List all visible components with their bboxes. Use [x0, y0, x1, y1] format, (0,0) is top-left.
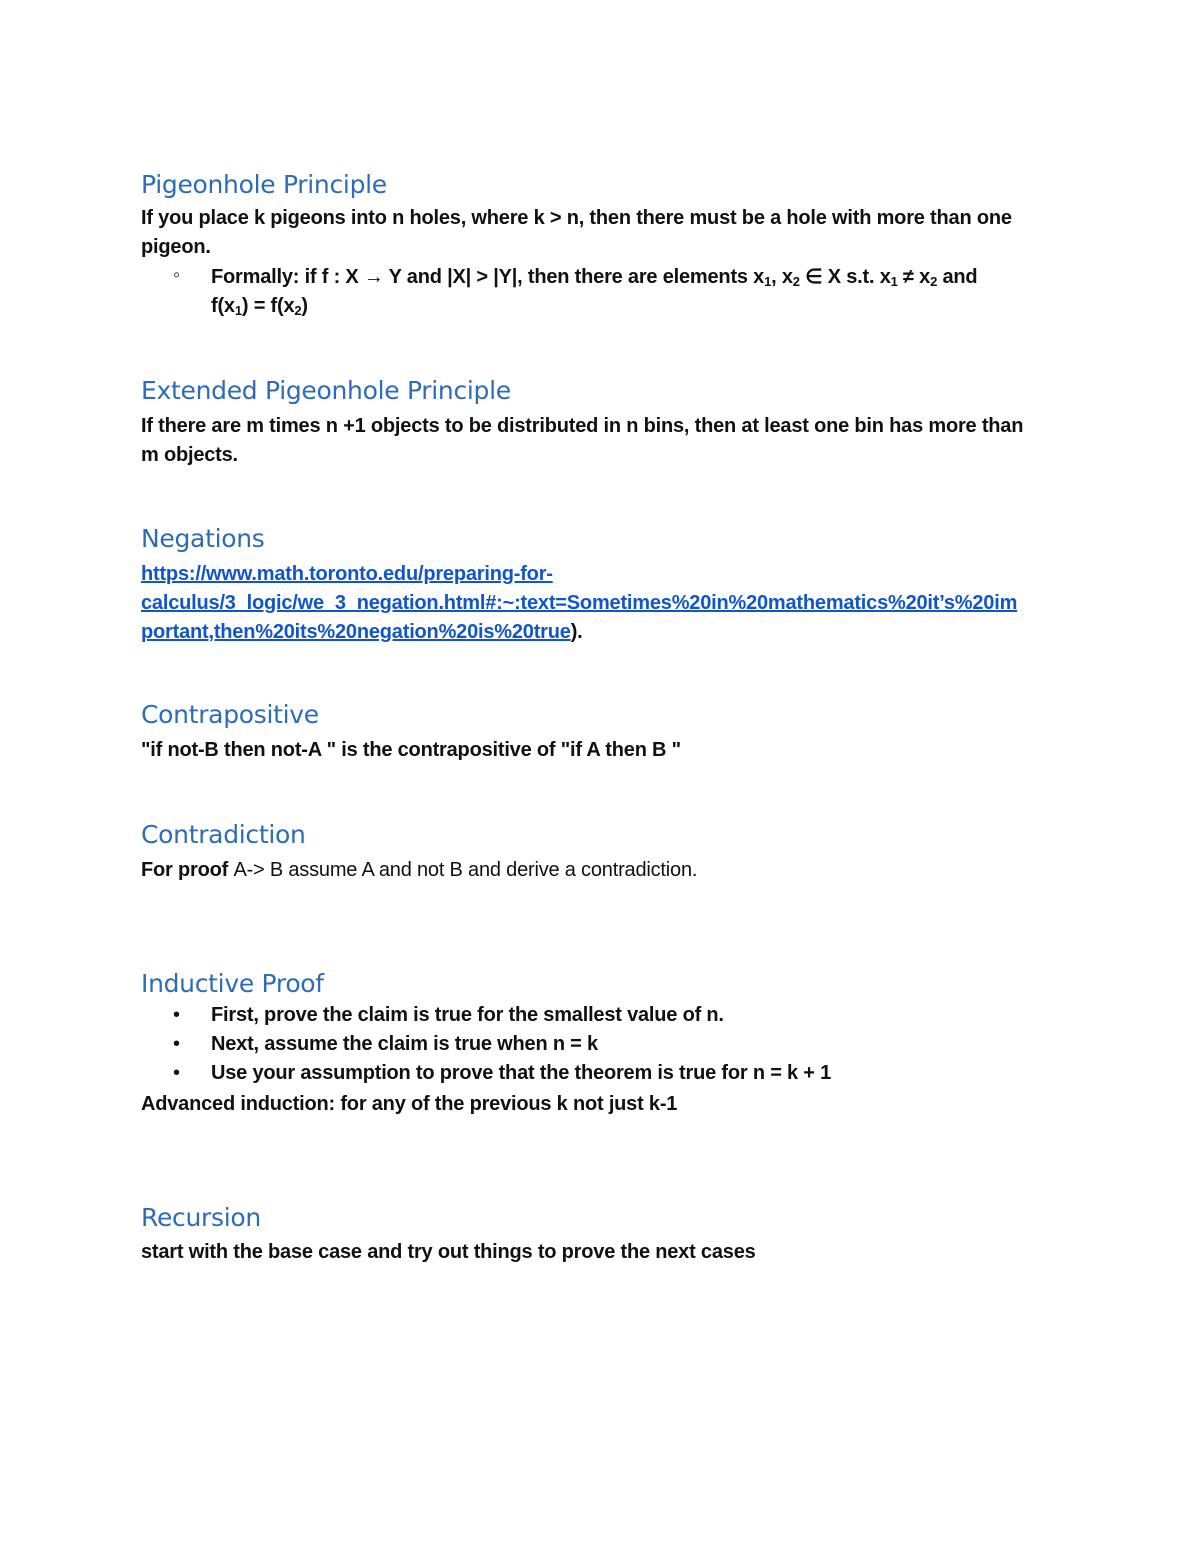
heading-contrapositive: Contrapositive: [141, 700, 319, 729]
advanced-induction-text: Advanced induction: for any of the previous k not just k-1: [141, 1093, 678, 1115]
negations-link-line-3: [141, 618, 583, 647]
contrapositive-text: "if not-B then not-A " is the contrapositive of "if A then B ": [141, 739, 681, 761]
heading-negations: Negations: [141, 524, 265, 553]
formal-statement-line-2: $f(x_1) = f(x_2)$: [211, 295, 308, 318]
recursion-text: start with the base case and try out things to prove the next cases: [141, 1241, 756, 1263]
document-page: Pigeonhole Principle If you place k pigeons into n holes, where k > n, then there must be a hole with more than one pigeon. ◦ Formally: if f : X → Y and |X| > |Y|, then there are elements $x_1$, $x_2$ ∈ X s.t. $x_1 \ne x_2$ and $f(x_1) = f(x_2)$ Extended Pigeonhole Principle If there are m times n +1 objects to be distributed in n bins, then at least one bin has more than m objects. Negations https://www.math.toronto.edu/preparing-for- calculus/3_logic/we_3_negation.html#:~:text=Sometimes%20in%20mathematics%20it’s%20im portant,then%20its%20negation%20is%20true). Contrapositive "if not-B then not-A " is the contrapositive of "if A then B " Contradiction For proof A-> B assume A and not B and derive a contradiction. Inductive Proof • First, prove the claim is true for the smallest value of n. • Next, assume the claim is true when n = k • Use your assumption to prove that the theorem is true for n = k + 1 Advanced induction: for any of the previous k not just k-1 Recursion start with the base case and try out things to prove the next cases: [0, 0, 1200, 1553]
extended-text-line-2: m objects.: [141, 444, 238, 466]
heading-inductive-proof: Inductive Proof: [141, 969, 324, 998]
extended-text-line-1: If there are m times n +1 objects to be distributed in n bins, then at least one bin has more than: [141, 415, 1024, 437]
pigeonhole-text-line-1: If you place k pigeons into n holes, where k > n, then there must be a hole with more than one: [141, 207, 1012, 229]
negations-link-part-3[interactable]: portant,then%20its%20negation%20is%20true: [141, 621, 571, 643]
negations-link-part-1[interactable]: https://www.math.toronto.edu/preparing-for-: [141, 563, 553, 585]
negations-trailing-punct: ).: [570, 621, 583, 643]
bullet-icon: •: [173, 1062, 180, 1084]
negations-link-line-2: [141, 589, 1017, 618]
heading-extended-pigeonhole: Extended Pigeonhole Principle: [141, 376, 511, 405]
bullet-icon: •: [173, 1004, 180, 1026]
pigeonhole-text-line-2: pigeon.: [141, 236, 211, 258]
contradiction-text: For proof A-> B assume A and not B and derive a contradiction.: [141, 859, 698, 881]
heading-recursion: Recursion: [141, 1203, 261, 1232]
negations-link-part-2[interactable]: calculus/3_logic/we_3_negation.html#:~:text=Sometimes%20in%20mathematics%20it’s%20im: [141, 592, 1018, 614]
formal-statement-line-1: Formally: if f : X → Y and |X| > |Y|, then there are elements $x_1$, $x_2$ ∈ X s.t. $x_1 \ne x_2$ and: [211, 266, 978, 289]
bullet-icon: •: [173, 1033, 180, 1055]
heading-contradiction: Contradiction: [141, 820, 306, 849]
heading-pigeonhole-principle: Pigeonhole Principle: [141, 170, 387, 199]
negations-link-line-1: [141, 560, 553, 589]
hollow-bullet-icon: ◦: [173, 264, 180, 286]
